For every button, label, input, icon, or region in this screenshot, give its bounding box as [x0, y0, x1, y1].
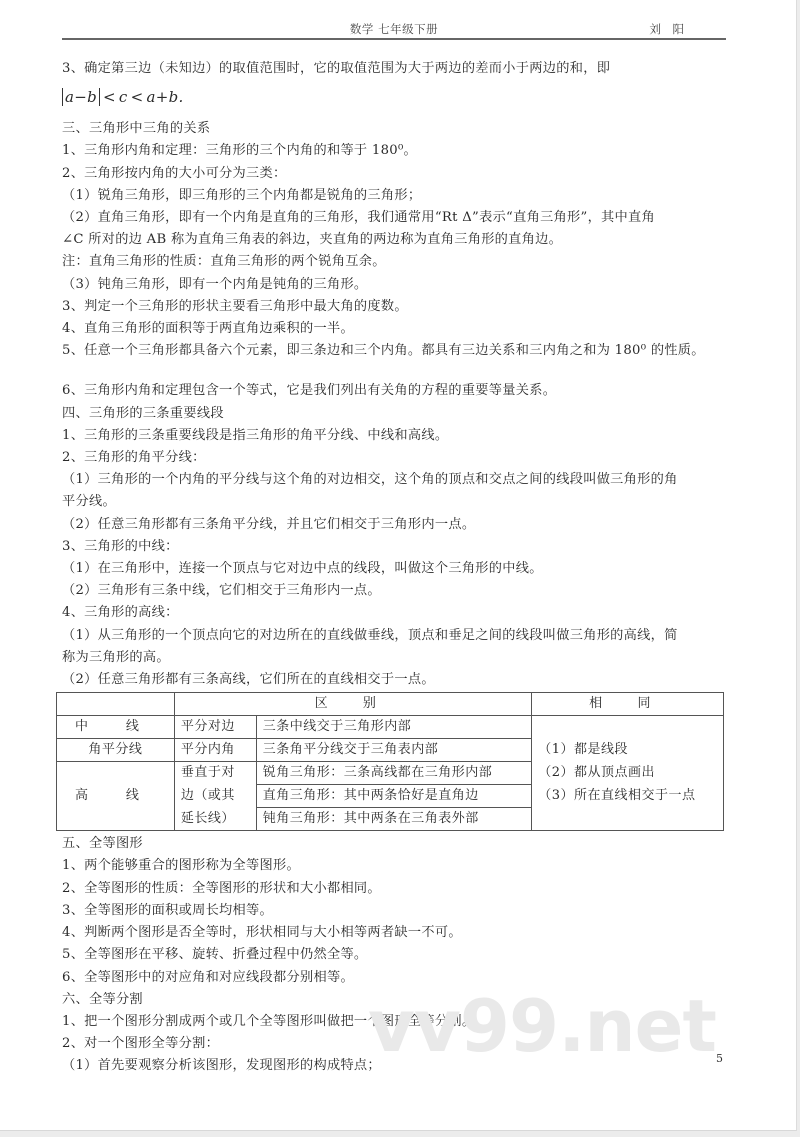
table-header-similarity: 相 同	[532, 693, 724, 716]
page-content	[62, 58, 734, 1078]
section3-line: 2、三角形按内角的大小可分为三类：	[62, 165, 287, 181]
page-header	[62, 16, 726, 40]
absolute-difference: a−b	[62, 88, 100, 106]
sum-expr: a+b	[146, 88, 179, 107]
similarity-item: （3）所在直线相交于一点	[538, 787, 696, 803]
header-title: 数学 七年级下册	[349, 22, 439, 36]
row-name-median: 中 线	[57, 716, 175, 739]
watermark: vv99.net	[368, 984, 716, 1068]
section3-note: 注：直角三角形的性质：直角三角形的两个锐角互余。	[62, 254, 386, 270]
section-heading-4: 四、三角形的三条重要线段	[62, 405, 224, 421]
row-detail-bisector: 三条角平分线交于三角表内部	[256, 739, 532, 762]
section4-line: （1）从三角形的一个顶点向它的对边所在的直线做垂线，顶点和垂足之间的线段叫做三角形的高线，简	[62, 627, 678, 643]
section4-line: 平分线。	[62, 494, 116, 510]
table-row	[57, 716, 724, 739]
less-than-2: <	[130, 88, 144, 107]
section4-line: （2）三角形有三条中线，它们相交于三角形内一点。	[62, 583, 381, 599]
section4-line: （1）在三角形中，连接一个顶点与它对边中点的线段，叫做这个三角形的中线。	[62, 561, 543, 577]
section5-line: 6、全等图形中的对应角和对应线段都分别相等。	[62, 969, 354, 985]
row-name-bisector: 角平分线	[57, 739, 175, 762]
similarity-item: （2）都从顶点画出	[538, 764, 656, 780]
row-property-altitude	[174, 762, 256, 831]
section3-line: （3）钝角三角形，即有一个内角是钝角的三角形。	[62, 276, 368, 292]
section6-line: 2、对一个图形全等分割：	[62, 1036, 220, 1052]
section4-line: 称为三角形的高。	[62, 649, 170, 665]
section-heading-6: 六、全等分割	[62, 991, 143, 1007]
paragraph-third-side-range: 3、确定第三边（未知边）的取值范围时，它的取值范围为大于两边的差而小于两边的和，即	[62, 61, 611, 76]
section-heading-3: 三、三角形中三角的关系	[62, 121, 211, 137]
section3-line: （1）锐角三角形，即三角形的三个内角都是锐角的三角形；	[62, 187, 422, 203]
row-detail-acute: 锐角三角形：三条高线都在三角形内部	[256, 762, 532, 785]
similarity-item: （1）都是线段	[538, 742, 629, 758]
section3-line: ∠C 所对的边 AB 称为直角三角表的斜边，夹直角的两边称为直角三角形的直角边。	[62, 232, 563, 248]
section5-line: 2、全等图形的性质：全等图形的形状和大小都相同。	[62, 880, 381, 896]
property-line: 延长线）	[180, 810, 235, 826]
row-detail-right: 直角三角形：其中两条恰好是直角边	[256, 785, 532, 808]
section3-line: 4、直角三角形的面积等于两直角边乘积的一半。	[62, 321, 354, 337]
table-header-row	[57, 693, 724, 716]
section5-line: 1、两个能够重合的图形称为全等图形。	[62, 858, 300, 874]
section4-line: （2）任意三角形都有三条角平分线，并且它们相交于三角形内一点。	[62, 516, 476, 532]
table-header-difference: 区 别	[174, 693, 531, 716]
section4-line: 4、三角形的高线：	[62, 605, 179, 621]
triangle-inequality-formula	[62, 80, 734, 114]
section3-item6: 6、三角形内角和定理包含一个等式，它是我们列出有关角的方程的重要等量关系。	[62, 383, 557, 399]
section3-line: 3、判定一个三角形的形状主要看三角形中最大角的度数。	[62, 298, 408, 314]
section5-line: 5、全等图形在平移、旋转、折叠过程中仍然全等。	[62, 947, 368, 963]
section3-line: （2）直角三角形，即有一个内角是直角的三角形，我们通常用“Rt Δ”表示“直角三角形”，其中直角	[62, 210, 656, 226]
section4-line: 3、三角形的中线：	[62, 538, 179, 554]
section6-line: （1）首先要观察分析该图形，发现图形的构成特点；	[62, 1058, 381, 1074]
property-line: 边（或其	[180, 787, 235, 803]
section4-line: （2）任意三角形都有三条高线，它们所在的直线相交于一点。	[62, 672, 435, 688]
section5-line: 4、判断两个图形是否全等时，形状相同与大小相等两者缺一不可。	[62, 925, 462, 941]
side-c: c	[118, 88, 128, 107]
page-number: 5	[716, 1052, 723, 1065]
section5-line: 3、全等图形的面积或周长均相等。	[62, 902, 274, 918]
section4-line: 1、三角形的三条重要线段是指三角形的角平分线、中线和高线。	[62, 427, 449, 443]
section3-line: 5、任意一个三角形都具备六个元素，即三条边和三个内角。都具有三边关系和三内角之和为 180⁰ 的性质。	[62, 343, 705, 359]
row-property-bisector: 平分内角	[174, 739, 256, 762]
section4-line: 2、三角形的角平分线：	[62, 450, 206, 466]
row-property-median: 平分对边	[174, 716, 256, 739]
similarity-cell	[532, 716, 724, 831]
less-than-1: <	[103, 88, 116, 107]
section6-line: 1、把一个图形分割成两个或几个全等图形叫做把一个图形全等分割。	[62, 1013, 476, 1029]
section3-line: 1、三角形内角和定理：三角形的三个内角的和等于 180⁰。	[62, 143, 418, 159]
spacer	[62, 362, 734, 380]
comparison-table	[56, 692, 724, 831]
formula-period: .	[178, 88, 184, 107]
section-heading-5: 五、全等图形	[62, 836, 143, 852]
row-detail-obtuse: 钝角三角形：其中两条在三角表外部	[256, 808, 532, 831]
row-detail-median: 三条中线交于三角形内部	[256, 716, 532, 739]
table-header-empty	[57, 693, 175, 716]
section4-line: （1）三角形的一个内角的平分线与这个角的对边相交，这个角的顶点和交点之间的线段叫做三角形的角	[62, 472, 678, 488]
row-name-altitude: 高 线	[57, 762, 175, 831]
property-line: 垂直于对	[180, 765, 235, 781]
header-author: 刘 阳	[649, 22, 688, 36]
